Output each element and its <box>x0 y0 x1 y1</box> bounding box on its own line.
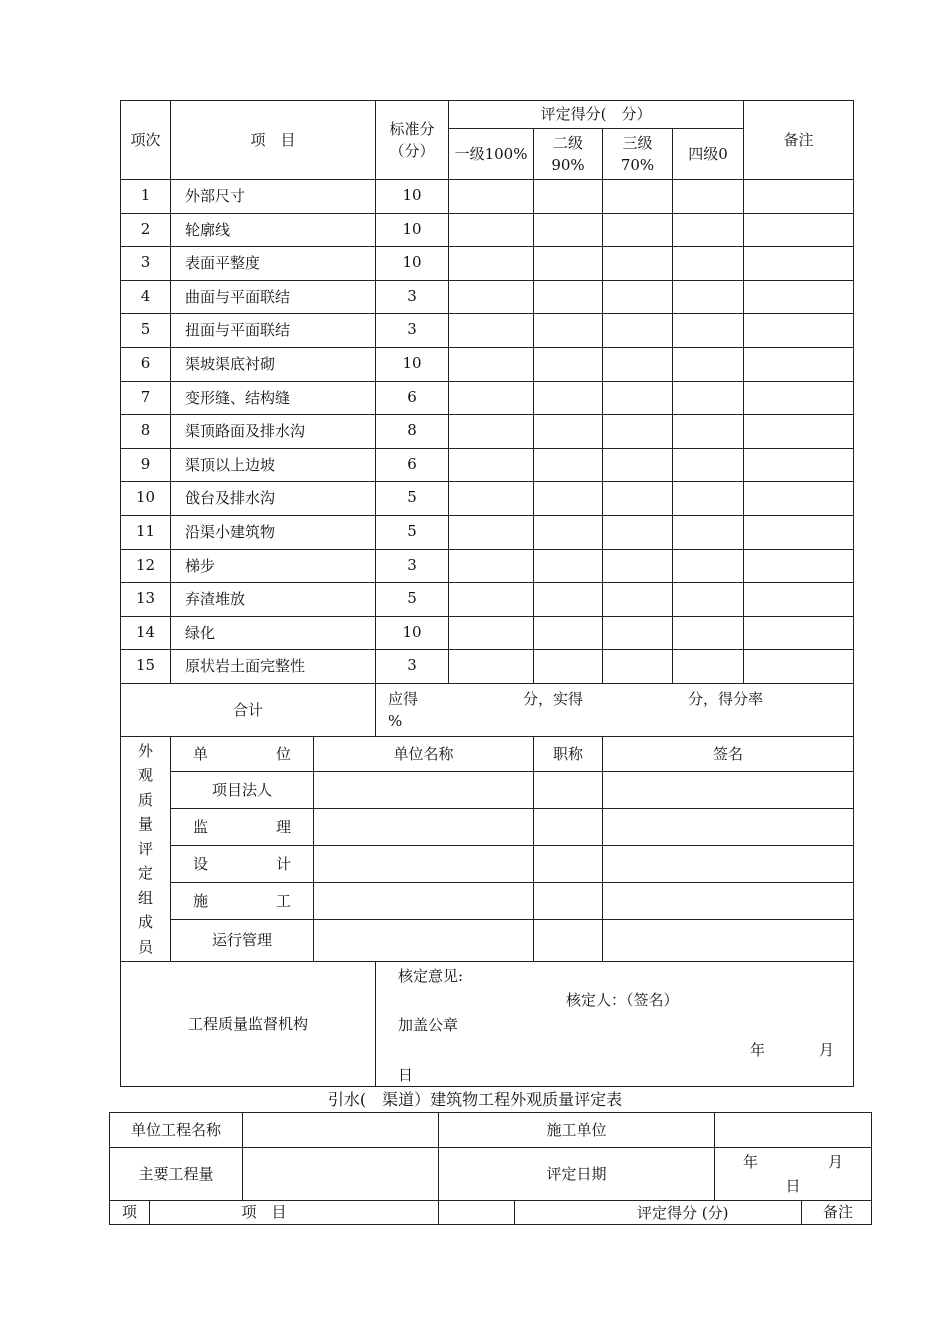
col-std-score <box>439 1201 515 1225</box>
committee-unit-name-cell[interactable] <box>314 808 534 845</box>
committee-row <box>121 919 854 961</box>
header-grade1: 一级100% <box>449 129 534 180</box>
committee-row <box>121 771 854 808</box>
row-grade1-cell[interactable] <box>449 280 534 314</box>
committee-row <box>121 882 854 919</box>
committee-unit-header <box>171 736 314 771</box>
row-item: 绿化 <box>171 616 376 650</box>
col-eval-score: 评定得分 (分) <box>637 1204 729 1222</box>
row-item: 渠顶路面及排水沟 <box>171 415 376 449</box>
table-row <box>121 549 854 583</box>
project-info-table <box>109 1112 872 1225</box>
row-grade4-cell[interactable] <box>673 280 744 314</box>
row-std-score: 6 <box>376 381 449 415</box>
seal-label: 加盖公章 <box>398 1015 459 1034</box>
row-grade4-cell[interactable] <box>673 381 744 415</box>
row-no: 8 <box>121 415 171 449</box>
date-year: 年 <box>750 1041 766 1060</box>
header-item: 项 目 <box>171 101 376 180</box>
total-label: 合计 <box>121 683 376 736</box>
row-std-score: 5 <box>376 583 449 617</box>
row-grade3-cell[interactable] <box>603 583 673 617</box>
role-a: 监 <box>193 817 209 836</box>
committee-signature-cell[interactable] <box>603 771 854 808</box>
committee-row <box>121 845 854 882</box>
row-grade4-cell[interactable] <box>673 247 744 281</box>
row-no: 10 <box>121 482 171 516</box>
row-grade3-cell[interactable] <box>603 314 673 348</box>
row-no: 7 <box>121 381 171 415</box>
table-row <box>121 583 854 617</box>
committee-title-cell[interactable] <box>534 919 603 961</box>
row-std-score: 3 <box>376 650 449 684</box>
row-std-score: 5 <box>376 482 449 516</box>
row-grade3-cell[interactable] <box>603 180 673 214</box>
header-std-score <box>376 101 449 180</box>
row-grade3-cell[interactable] <box>603 381 673 415</box>
row-grade2-cell[interactable] <box>534 549 603 583</box>
row-no: 1 <box>121 180 171 214</box>
row-grade3-cell[interactable] <box>603 213 673 247</box>
row-remarks-cell[interactable] <box>744 616 854 650</box>
committee-role <box>171 845 314 882</box>
row-std-score: 10 <box>376 247 449 281</box>
construction-unit-label: 施工单位 <box>439 1113 715 1148</box>
row-std-score: 3 <box>376 280 449 314</box>
role-a: 设 <box>193 854 209 873</box>
row-item: 变形缝、结构缝 <box>171 381 376 415</box>
row-remarks-cell[interactable] <box>744 448 854 482</box>
remarks-divider <box>801 1201 802 1224</box>
row-no: 15 <box>121 650 171 684</box>
unit-b: 位 <box>275 744 291 763</box>
row-remarks-cell[interactable] <box>744 347 854 381</box>
committee-unit-name-header: 单位名称 <box>314 736 534 771</box>
header-item-no: 项次 <box>121 101 171 180</box>
committee-side-char: 组 <box>137 888 153 907</box>
row-grade2-cell[interactable] <box>534 515 603 549</box>
table-row <box>121 616 854 650</box>
committee-signature-cell[interactable] <box>603 919 854 961</box>
row-grade1-cell[interactable] <box>449 180 534 214</box>
header-std-score-line2: （分） <box>389 142 435 160</box>
eval-date-value[interactable] <box>715 1148 872 1201</box>
supervision-opinion-cell <box>376 961 854 1087</box>
committee-title-cell[interactable] <box>534 845 603 882</box>
committee-side-label <box>121 736 171 961</box>
row-grade4-cell[interactable] <box>673 314 744 348</box>
committee-side-char: 质 <box>137 790 153 809</box>
row-grade1-cell[interactable] <box>449 347 534 381</box>
committee-signature-cell[interactable] <box>603 808 854 845</box>
committee-signature-cell[interactable] <box>603 882 854 919</box>
eval-date-year-month <box>715 1150 871 1174</box>
row-grade1-cell[interactable] <box>449 616 534 650</box>
role-a: 施 <box>193 891 209 910</box>
unit-project-name-label: 单位工程名称 <box>110 1113 243 1148</box>
committee-side-char: 评 <box>137 839 153 858</box>
eval-date-year: 年 <box>743 1153 759 1171</box>
row-remarks-cell[interactable] <box>744 314 854 348</box>
row-std-score: 10 <box>376 616 449 650</box>
committee-unit-name-cell[interactable] <box>314 771 534 808</box>
header-grade3 <box>603 129 673 180</box>
table-row <box>121 314 854 348</box>
role-b: 计 <box>275 854 291 873</box>
opinion-label: 核定意见: <box>398 966 464 985</box>
table-row <box>121 180 854 214</box>
date-year-month <box>398 1039 843 1062</box>
row-item: 外部尺寸 <box>171 180 376 214</box>
col-remarks-label: 备注 <box>823 1203 854 1222</box>
row-grade3-cell[interactable] <box>603 415 673 449</box>
committee-role: 运行管理 <box>171 919 314 961</box>
table-row <box>121 650 854 684</box>
row-remarks-cell[interactable] <box>744 247 854 281</box>
committee-title-cell[interactable] <box>534 808 603 845</box>
role-b: 理 <box>275 817 291 836</box>
table-row <box>121 213 854 247</box>
committee-role: 项目法人 <box>171 771 314 808</box>
row-grade2-cell[interactable] <box>534 616 603 650</box>
row-grade4-cell[interactable] <box>673 616 744 650</box>
row-remarks-cell[interactable] <box>744 549 854 583</box>
date-day: 日 <box>398 1065 414 1084</box>
eval-date-label: 评定日期 <box>439 1148 715 1201</box>
committee-signature-cell[interactable] <box>603 845 854 882</box>
row-item: 轮廓线 <box>171 213 376 247</box>
committee-side-char: 观 <box>137 766 153 785</box>
row-grade4-cell[interactable] <box>673 415 744 449</box>
total-text-line1: 应得 分，实得 分，得分率 <box>388 689 764 708</box>
date-month: 月 <box>819 1041 835 1060</box>
committee-side-char: 员 <box>137 937 153 956</box>
row-no: 4 <box>121 280 171 314</box>
row-std-score: 10 <box>376 347 449 381</box>
row-remarks-cell[interactable] <box>744 213 854 247</box>
row-no: 3 <box>121 247 171 281</box>
row-grade1-cell[interactable] <box>449 650 534 684</box>
committee-side-char: 量 <box>137 815 153 834</box>
row-grade2-cell[interactable] <box>534 180 603 214</box>
header-std-score-line1: 标准分 <box>389 119 435 138</box>
row-item: 原状岩土面完整性 <box>171 650 376 684</box>
row-grade2-cell[interactable] <box>534 213 603 247</box>
committee-role <box>171 882 314 919</box>
row-grade1-cell[interactable] <box>449 448 534 482</box>
table-row <box>121 448 854 482</box>
row-item: 戗台及排水沟 <box>171 482 376 516</box>
unit-a: 单 <box>193 744 209 763</box>
col-item: 项 目 <box>150 1201 439 1225</box>
row-no: 2 <box>121 213 171 247</box>
row-grade3-cell[interactable] <box>603 247 673 281</box>
row-grade1-cell[interactable] <box>449 381 534 415</box>
row-std-score: 3 <box>376 549 449 583</box>
row-remarks-cell[interactable] <box>744 280 854 314</box>
col-eval-score-left <box>515 1201 729 1225</box>
supervision-label: 工程质量监督机构 <box>121 961 376 1087</box>
main-quantity-value[interactable] <box>243 1148 439 1201</box>
table-row <box>121 415 854 449</box>
committee-title-header: 职称 <box>534 736 603 771</box>
quality-evaluation-table <box>120 100 854 1087</box>
committee-title-cell[interactable] <box>534 771 603 808</box>
row-grade2-cell[interactable] <box>534 280 603 314</box>
row-grade3-cell[interactable] <box>603 482 673 516</box>
header-grade4: 四级0 <box>673 129 744 180</box>
row-grade4-cell[interactable] <box>673 515 744 549</box>
row-grade2-cell[interactable] <box>534 415 603 449</box>
row-grade2-cell[interactable] <box>534 650 603 684</box>
unit-project-name-value[interactable] <box>243 1113 439 1148</box>
construction-unit-value[interactable] <box>715 1113 872 1148</box>
header-grade2-line1: 二级 <box>553 133 584 152</box>
header-grade3-line1: 三级 <box>622 133 653 152</box>
row-grade3-cell[interactable] <box>603 650 673 684</box>
form-title: 引水( 渠道）建筑物工程外观质量评定表 <box>327 1090 623 1109</box>
row-grade2-cell[interactable] <box>534 381 603 415</box>
row-grade3-cell[interactable] <box>603 515 673 549</box>
reviewer-label: 核定人：（签名） <box>566 991 679 1010</box>
col-item-no: 项 <box>110 1201 150 1225</box>
header-grade2-line2: 90% <box>551 156 585 174</box>
row-std-score: 8 <box>376 415 449 449</box>
header-grade2 <box>534 129 603 180</box>
row-grade4-cell[interactable] <box>673 180 744 214</box>
row-remarks-cell[interactable] <box>744 583 854 617</box>
main-quantity-label: 主要工程量 <box>110 1148 243 1201</box>
row-remarks-cell[interactable] <box>744 381 854 415</box>
row-grade1-cell[interactable] <box>449 213 534 247</box>
row-grade3-cell[interactable] <box>603 347 673 381</box>
eval-date-month: 月 <box>828 1153 844 1171</box>
row-item: 渠顶以上边坡 <box>171 448 376 482</box>
row-grade2-cell[interactable] <box>534 247 603 281</box>
row-grade3-cell[interactable] <box>603 616 673 650</box>
row-grade3-cell[interactable] <box>603 280 673 314</box>
eval-date-day: 日 <box>785 1177 801 1195</box>
table-row <box>121 381 854 415</box>
row-remarks-cell[interactable] <box>744 180 854 214</box>
row-no: 14 <box>121 616 171 650</box>
table-row <box>121 515 854 549</box>
row-std-score: 5 <box>376 515 449 549</box>
row-item: 渠坡渠底衬砌 <box>171 347 376 381</box>
row-item: 表面平整度 <box>171 247 376 281</box>
row-grade4-cell[interactable] <box>673 482 744 516</box>
row-grade1-cell[interactable] <box>449 247 534 281</box>
row-item: 扭面与平面联结 <box>171 314 376 348</box>
committee-signature-header: 签名 <box>603 736 854 771</box>
total-text <box>376 683 854 736</box>
row-grade2-cell[interactable] <box>534 448 603 482</box>
row-std-score: 10 <box>376 180 449 214</box>
row-grade2-cell[interactable] <box>534 314 603 348</box>
row-std-score: 10 <box>376 213 449 247</box>
row-std-score: 6 <box>376 448 449 482</box>
row-grade3-cell[interactable] <box>603 549 673 583</box>
row-no: 5 <box>121 314 171 348</box>
committee-title-cell[interactable] <box>534 882 603 919</box>
row-item: 曲面与平面联结 <box>171 280 376 314</box>
row-item: 沿渠小建筑物 <box>171 515 376 549</box>
row-grade2-cell[interactable] <box>534 583 603 617</box>
row-no: 13 <box>121 583 171 617</box>
total-text-line2: % <box>388 712 403 731</box>
header-grade3-line2: 70% <box>620 156 655 174</box>
row-no: 9 <box>121 448 171 482</box>
row-no: 11 <box>121 515 171 549</box>
row-remarks-cell[interactable] <box>744 515 854 549</box>
row-remarks-cell[interactable] <box>744 415 854 449</box>
row-grade3-cell[interactable] <box>603 448 673 482</box>
table-row <box>121 280 854 314</box>
row-remarks-cell[interactable] <box>744 650 854 684</box>
row-std-score: 3 <box>376 314 449 348</box>
row-grade4-cell[interactable] <box>673 650 744 684</box>
header-eval-score: 评定得分( 分） <box>449 101 744 129</box>
row-grade4-cell[interactable] <box>673 583 744 617</box>
row-remarks-cell[interactable] <box>744 482 854 516</box>
row-grade4-cell[interactable] <box>673 347 744 381</box>
committee-row <box>121 808 854 845</box>
committee-side-char: 定 <box>137 864 153 883</box>
row-grade1-cell[interactable] <box>449 415 534 449</box>
row-grade1-cell[interactable] <box>449 515 534 549</box>
committee-unit-name-cell[interactable] <box>314 845 534 882</box>
row-no: 6 <box>121 347 171 381</box>
row-grade1-cell[interactable] <box>449 549 534 583</box>
committee-side-char: 成 <box>137 913 153 932</box>
row-grade1-cell[interactable] <box>449 314 534 348</box>
row-grade2-cell[interactable] <box>534 347 603 381</box>
row-grade2-cell[interactable] <box>534 482 603 516</box>
col-remarks <box>715 1201 872 1225</box>
row-grade4-cell[interactable] <box>673 448 744 482</box>
table-row <box>121 482 854 516</box>
row-item: 弃渣堆放 <box>171 583 376 617</box>
committee-role <box>171 808 314 845</box>
row-no: 12 <box>121 549 171 583</box>
row-grade1-cell[interactable] <box>449 482 534 516</box>
row-grade4-cell[interactable] <box>673 213 744 247</box>
row-grade4-cell[interactable] <box>673 549 744 583</box>
row-grade1-cell[interactable] <box>449 583 534 617</box>
committee-unit-name-cell[interactable] <box>314 919 534 961</box>
committee-side-char: 外 <box>137 741 153 760</box>
table-row <box>121 347 854 381</box>
role-b: 工 <box>275 891 291 910</box>
row-item: 梯步 <box>171 549 376 583</box>
committee-unit-name-cell[interactable] <box>314 882 534 919</box>
table-row <box>121 247 854 281</box>
header-remarks: 备注 <box>744 101 854 180</box>
